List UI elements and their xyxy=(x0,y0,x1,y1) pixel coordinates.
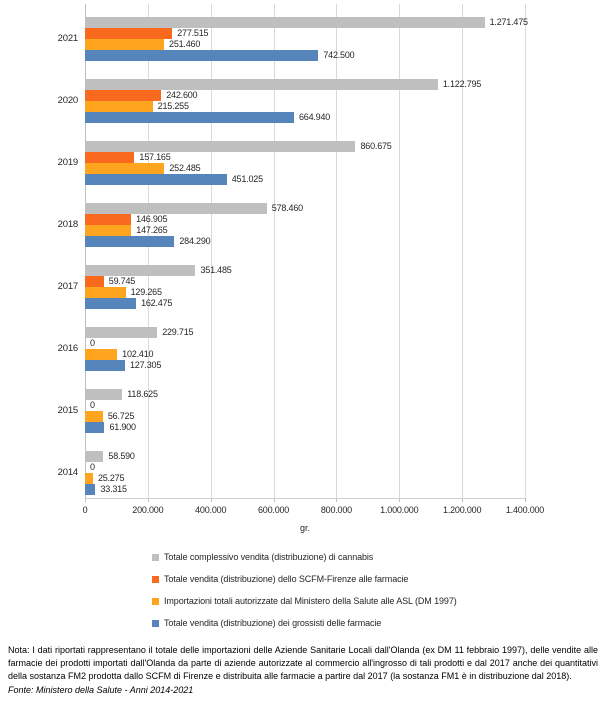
value-label: 59.745 xyxy=(108,276,136,286)
source-note: Fonte: Ministero della Salute - Anni 2014-2021 xyxy=(8,685,194,695)
bar-totale-complessivo-2020 xyxy=(85,79,438,90)
value-label: 0 xyxy=(90,338,95,348)
category-label: 2014 xyxy=(57,467,78,478)
bar-importazioni-asl-2017 xyxy=(85,287,126,298)
bar-totale-complessivo-2016 xyxy=(85,327,157,338)
bar-totale-complessivo-2015 xyxy=(85,389,122,400)
value-label: 129.265 xyxy=(130,287,162,297)
bar-scfm-firenze-2018 xyxy=(85,214,131,225)
bar-grossisti-2018 xyxy=(85,236,174,247)
legend-item-scfm-firenze xyxy=(152,574,408,584)
bar-scfm-firenze-2017 xyxy=(85,276,104,287)
value-label: 578.460 xyxy=(271,203,303,213)
bar-scfm-firenze-2021 xyxy=(85,28,172,39)
value-label: 146.905 xyxy=(136,214,168,224)
value-label: 56.725 xyxy=(107,411,135,421)
value-label: 251.460 xyxy=(169,39,201,49)
x-axis-title: gr. xyxy=(299,523,310,533)
legend-item-totale-complessivo xyxy=(152,552,373,562)
bar-importazioni-asl-2019 xyxy=(85,163,164,174)
value-label: 118.625 xyxy=(127,389,158,399)
category-label: 2019 xyxy=(57,157,78,168)
gridline xyxy=(525,4,526,498)
value-label: 664.940 xyxy=(298,112,331,122)
x-tick-mark xyxy=(525,498,526,502)
bar-scfm-firenze-2020 xyxy=(85,90,161,101)
value-label: 25.275 xyxy=(97,473,125,483)
value-label: 242.600 xyxy=(166,90,198,100)
value-label: 284.290 xyxy=(179,236,211,246)
bar-grossisti-2015 xyxy=(85,422,104,433)
bar-importazioni-asl-2014 xyxy=(85,473,93,484)
bar-grossisti-2017 xyxy=(85,298,136,309)
bar-grossisti-2021 xyxy=(85,50,318,61)
value-label: 33.315 xyxy=(100,484,127,494)
bar-totale-complessivo-2017 xyxy=(85,265,195,276)
category-label: 2020 xyxy=(57,95,78,106)
legend-marker-scfm-firenze xyxy=(152,576,159,583)
x-tick-label: 400.000 xyxy=(195,505,227,515)
x-tick-label: 1.200.000 xyxy=(443,505,482,515)
legend-label-totale-complessivo: Totale complessivo vendita (distribuzione) di cannabis xyxy=(164,552,374,562)
legend-marker-importazioni-asl xyxy=(152,598,159,605)
category-label: 2016 xyxy=(57,343,78,354)
legend-label-importazioni-asl: Importazioni totali autorizzate dal Ministero della Salute alle ASL (DM 1997) xyxy=(164,596,457,606)
value-label: 277.515 xyxy=(177,28,209,38)
value-label: 451.025 xyxy=(231,174,263,184)
legend-item-grossisti xyxy=(152,618,381,628)
bar-totale-complessivo-2021 xyxy=(85,17,485,28)
legend-item-importazioni-asl xyxy=(152,596,457,606)
value-label: 742.500 xyxy=(323,50,355,60)
bar-grossisti-2014 xyxy=(85,484,95,495)
bar-importazioni-asl-2016 xyxy=(85,349,117,360)
bar-totale-complessivo-2018 xyxy=(85,203,267,214)
bar-grossisti-2020 xyxy=(85,112,294,123)
category-label: 2015 xyxy=(57,405,78,416)
x-tick-label: 800.000 xyxy=(320,505,352,515)
category-label: 2021 xyxy=(57,33,78,44)
value-label: 860.675 xyxy=(360,141,392,151)
value-label: 61.900 xyxy=(109,422,136,432)
bar-grossisti-2016 xyxy=(85,360,125,371)
x-axis-line xyxy=(85,498,525,499)
value-label: 0 xyxy=(90,462,95,472)
footnote: Nota: I dati riportati rappresentano il totale delle importazioni delle Aziende Sanitarie Locali dall'Olanda (ex DM 11 febbraio 1997), delle vendite alle farmacie dei prodotti importati dall'Olanda da parte di aziende autorizzate al commercio all'ingrosso di tali prodotti e dal 2017 anche dei quantitativi della sostanza FM2 prodotta dallo SCFM di Firenze e distribuita alle farmacie a partire dal 2017 (la sostanza FM1 è in distribuzione dal 2018). xyxy=(8,645,598,681)
value-label: 215.255 xyxy=(157,101,189,111)
value-label: 351.485 xyxy=(200,265,232,275)
x-tick-label: 1.400.000 xyxy=(505,505,545,515)
bar-grossisti-2019 xyxy=(85,174,227,185)
value-label: 102.410 xyxy=(122,349,154,359)
value-label: 0 xyxy=(90,400,95,410)
x-tick-label: 600.000 xyxy=(257,505,290,515)
legend-marker-grossisti xyxy=(152,620,159,627)
x-tick-label: 200.000 xyxy=(132,505,164,515)
x-tick-label: 1.000.000 xyxy=(380,505,419,515)
value-label: 1.271.475 xyxy=(489,17,528,27)
bar-totale-complessivo-2014 xyxy=(85,451,103,462)
legend-marker-totale-complessivo xyxy=(152,554,159,561)
category-label: 2017 xyxy=(57,281,78,292)
x-tick-label: 0 xyxy=(82,505,88,515)
value-label: 252.485 xyxy=(169,163,201,173)
category-label: 2018 xyxy=(57,219,78,230)
value-label: 162.475 xyxy=(141,298,173,308)
value-label: 147.265 xyxy=(136,225,168,235)
bar-importazioni-asl-2020 xyxy=(85,101,153,112)
bar-importazioni-asl-2015 xyxy=(85,411,103,422)
legend-label-grossisti: Totale vendita (distribuzione) dei grossisti delle farmacie xyxy=(164,618,382,628)
bar-scfm-firenze-2019 xyxy=(85,152,134,163)
value-label: 1.122.795 xyxy=(442,79,482,89)
bar-totale-complessivo-2019 xyxy=(85,141,355,152)
legend-label-scfm-firenze: Totale vendita (distribuzione) dello SCFM-Firenze alle farmacie xyxy=(164,574,409,584)
value-label: 229.715 xyxy=(162,327,194,337)
bar-importazioni-asl-2021 xyxy=(85,39,164,50)
value-label: 58.590 xyxy=(108,451,135,461)
value-label: 157.165 xyxy=(139,152,171,162)
value-label: 127.305 xyxy=(130,360,162,370)
bar-importazioni-asl-2018 xyxy=(85,225,131,236)
